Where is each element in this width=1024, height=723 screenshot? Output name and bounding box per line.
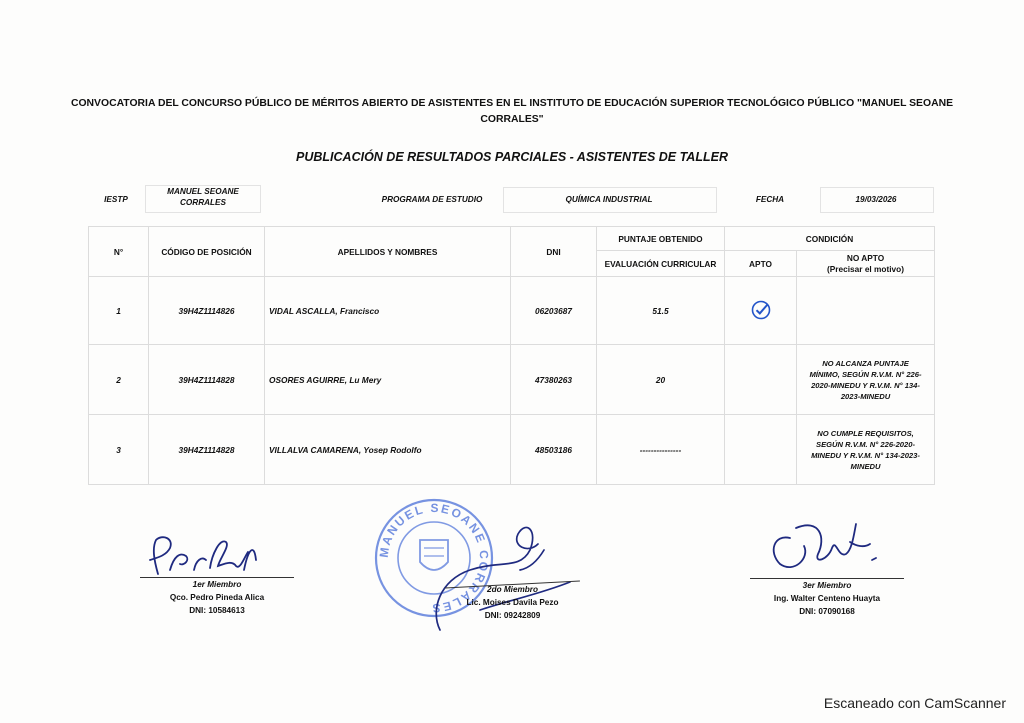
signature-3-name: Ing. Walter Centeno Huayta bbox=[773, 594, 881, 603]
header-no-apto-note: (Precisar el motivo) bbox=[827, 263, 905, 274]
row-dni: 48503186 bbox=[511, 415, 597, 485]
row-apto bbox=[725, 415, 797, 485]
program-value: QUÍMICA INDUSTRIAL bbox=[565, 195, 653, 204]
program-label: PROGRAMA DE ESTUDIO bbox=[381, 195, 483, 204]
scanner-watermark: Escaneado con CamScanner bbox=[823, 695, 1006, 711]
signature-3-block bbox=[750, 579, 904, 618]
header-num: N° bbox=[89, 227, 149, 277]
date-label: FECHA bbox=[755, 195, 785, 204]
signature-2-role: 2do Miembro bbox=[487, 585, 538, 594]
signature-1-scribble bbox=[140, 530, 270, 580]
row-apto bbox=[725, 345, 797, 415]
signature-1-dni: DNI: 10584613 bbox=[189, 606, 245, 615]
stamp-text: MANUEL SEOANE CORRALES bbox=[376, 500, 492, 616]
check-circle-icon bbox=[751, 300, 771, 320]
row-dni: 06203687 bbox=[511, 277, 597, 345]
signature-1-role: 1er Miembro bbox=[192, 580, 242, 589]
row-num: 2 bbox=[89, 345, 149, 415]
header-no-apto-label: NO APTO bbox=[846, 252, 885, 263]
row-num: 1 bbox=[89, 277, 149, 345]
row-apto bbox=[725, 277, 797, 345]
results-table bbox=[88, 226, 935, 485]
document-subtitle: PUBLICACIÓN DE RESULTADOS PARCIALES - ASISTENTES DE TALLER bbox=[296, 150, 728, 164]
iestp-value: MANUEL SEOANE CORRALES bbox=[167, 187, 239, 207]
document-title: CONVOCATORIA DEL CONCURSO PÚBLICO DE MÉRITOS ABIERTO DE ASISTENTES EN EL INSTITUTO DE EDUCACIÓN SUPERIOR TECNOLÓGICO PÚBLICO "MANUEL SEOANE CORRALES" bbox=[70, 98, 954, 125]
row-no-apto: NO ALCANZA PUNTAJE MÍNIMO, SEGÚN R.V.M. N° 226-2020-MINEDU Y R.V.M. N° 134-2023-MINEDU bbox=[797, 345, 935, 415]
row-dni: 47380263 bbox=[511, 345, 597, 415]
row-score: --------------- bbox=[597, 415, 725, 485]
iestp-label: IESTP bbox=[104, 195, 128, 204]
header-score-group: PUNTAJE OBTENIDO bbox=[597, 227, 725, 251]
row-no-apto: NO CUMPLE REQUISITOS, SEGÚN R.V.M. N° 226-2020-MINEDU Y R.V.M. N° 134-2023-MINEDU bbox=[797, 415, 935, 485]
header-code: CÓDIGO DE POSICIÓN bbox=[149, 227, 265, 277]
header-no-apto bbox=[797, 251, 935, 277]
row-names: VIDAL ASCALLA, Francisco bbox=[265, 277, 511, 345]
header-apto: APTO bbox=[725, 251, 797, 277]
row-no-apto bbox=[797, 277, 935, 345]
row-code: 39H4Z1114828 bbox=[149, 345, 265, 415]
signature-3-dni: DNI: 07090168 bbox=[799, 607, 855, 616]
header-condition-group: CONDICIÓN bbox=[725, 227, 935, 251]
table-row bbox=[89, 277, 935, 345]
header-score-sub: EVALUACIÓN CURRICULAR bbox=[597, 251, 725, 277]
header-names: APELLIDOS Y NOMBRES bbox=[265, 227, 511, 277]
row-num: 3 bbox=[89, 415, 149, 485]
row-code: 39H4Z1114828 bbox=[149, 415, 265, 485]
signature-3-role: 3er Miembro bbox=[802, 581, 852, 590]
signature-2-block bbox=[445, 583, 580, 622]
row-score: 20 bbox=[597, 345, 725, 415]
row-score: 51.5 bbox=[597, 277, 725, 345]
table-row bbox=[89, 345, 935, 415]
signature-2-name: Lic. Moises Davila Pezo bbox=[466, 598, 559, 607]
table-row bbox=[89, 415, 935, 485]
signature-1-name: Qco. Pedro Pineda Alica bbox=[169, 593, 265, 602]
date-value: 19/03/2026 bbox=[855, 195, 897, 204]
header-dni: DNI bbox=[511, 227, 597, 277]
signature-2-dni: DNI: 09242809 bbox=[484, 611, 541, 620]
row-names: OSORES AGUIRRE, Lu Mery bbox=[265, 345, 511, 415]
row-names: VILLALVA CAMARENA, Yosep Rodolfo bbox=[265, 415, 511, 485]
signature-1-block bbox=[140, 578, 294, 617]
row-code: 39H4Z1114826 bbox=[149, 277, 265, 345]
signature-3-scribble bbox=[760, 508, 890, 578]
